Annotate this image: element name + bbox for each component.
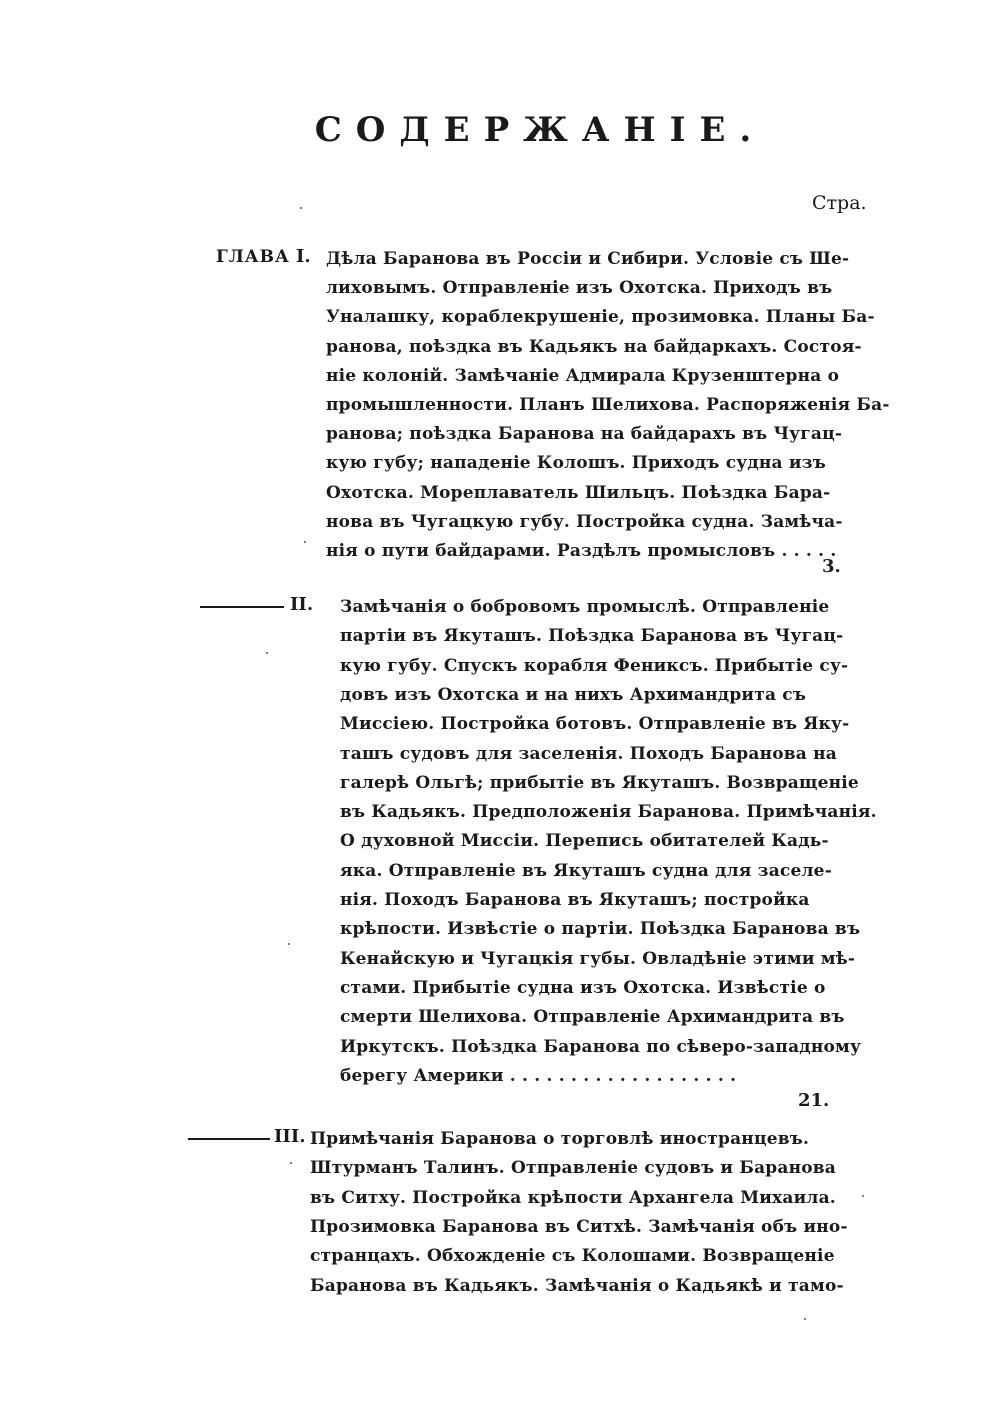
scan-speck xyxy=(862,1195,864,1197)
scan-speck xyxy=(304,541,306,543)
chapter-2-numeral: II. xyxy=(290,594,314,615)
toc-line: Миссiею. Постройка ботовъ. Отправленiе въ Яку- xyxy=(340,714,850,735)
chapter-1-numeral: I. xyxy=(296,246,311,267)
toc-line: ранова, поѣздка въ Кадьякъ на байдаркахъ. Состоя- xyxy=(326,336,862,357)
chapter-2-dash xyxy=(200,606,284,608)
toc-line: Баранова въ Кадьякъ. Замѣчанiя о Кадьякѣ и тамо- xyxy=(310,1275,844,1296)
toc-line: въ Ситху. Постройка крѣпости Архангела Михаила. xyxy=(310,1187,836,1208)
toc-line: лиховымъ. Отправленiе изъ Охотска. Приходъ въ xyxy=(326,278,833,299)
chapter-2-page: 21. xyxy=(798,1090,830,1111)
toc-line: О духовной Миссiи. Перепись обитателей Кадь- xyxy=(340,831,829,852)
toc-line: нова въ Чугацкую губу. Постройка судна. Замѣча- xyxy=(326,511,843,532)
toc-line: стами. Прибытiе судна изъ Охотска. Извѣстiе о xyxy=(340,977,826,998)
toc-line: Кенайскую и Чугацкiя губы. Овладѣнiе этими мѣ- xyxy=(340,948,856,969)
toc-line: Замѣчанiя о бобровомъ промыслѣ. Отправленiе xyxy=(340,597,830,617)
toc-line: крѣпости. Извѣстiе о партiи. Поѣздка Баранова въ xyxy=(340,919,861,940)
toc-line: берегу Америки . . . . . . . . . . . . . . . . . . . xyxy=(340,1065,737,1086)
toc-line: партiи въ Якуташъ. Поѣздка Баранова въ Чугац- xyxy=(340,626,844,647)
toc-line: странцахъ. Обхожденiе съ Колошами. Возвращенiе xyxy=(310,1246,835,1267)
toc-line: Уналашку, кораблекрушенiе, прозимовка. Планы Ба- xyxy=(326,307,875,328)
chapter-word: ГЛАВА xyxy=(216,247,290,267)
toc-line: нiя. Походъ Баранова въ Якуташъ; постройка xyxy=(340,890,810,910)
toc-line: кую губу. Спускъ корабля Фениксъ. Прибытiе су- xyxy=(340,655,849,676)
toc-line: довъ изъ Охотска и на нихъ Архимандрита съ xyxy=(340,684,807,705)
toc-line: промышленности. Планъ Шелихова. Распоряженiя Ба- xyxy=(326,395,890,415)
toc-line: яка. Отправленiе въ Якуташъ судна для заселе- xyxy=(340,860,832,881)
toc-line: смерти Шелихова. Отправленiе Архимандрита въ xyxy=(340,1007,845,1028)
toc-line: ранова; поѣздка Баранова на байдарахъ въ Чугац- xyxy=(326,424,843,445)
toc-line: кую губу; нападенiе Колошъ. Приходъ судна изъ xyxy=(326,453,826,474)
page-title: СОДЕРЖАНIЕ. xyxy=(314,110,766,150)
toc-line: Иркутскъ. Поѣздка Баранова по сѣверо-западному xyxy=(340,1036,862,1057)
toc-line: ташъ судовъ для заселенiя. Походъ Баранова на xyxy=(340,743,837,764)
toc-line: Примѣчанiя Баранова о торговлѣ иностранцевъ. xyxy=(310,1129,810,1149)
toc-line: нiя о пути байдарами. Раздѣлъ промысловъ . . . . . xyxy=(326,541,837,561)
toc-line: Охотска. Мореплаватель Шильцъ. Поѣздка Бара- xyxy=(326,482,831,503)
page-column-label: Стра. xyxy=(812,192,867,214)
chapter-3-numeral: III. xyxy=(274,1126,306,1147)
toc-line: Дѣла Баранова въ Россiи и Сибири. Условiе съ Ше- xyxy=(326,249,850,269)
scan-speck xyxy=(290,1162,292,1164)
scan-speck xyxy=(266,652,268,654)
chapter-3-dash xyxy=(188,1138,270,1140)
toc-line: нiе колонiй. Замѣчанiе Адмирала Крузенштерна о xyxy=(326,365,840,386)
toc-line: Прозимовка Баранова въ Ситхѣ. Замѣчанiя объ ино- xyxy=(310,1216,848,1237)
toc-line: въ Кадьякъ. Предположенiя Баранова. Примѣчанiя. xyxy=(340,802,877,823)
chapter-1-page: 3. xyxy=(822,556,841,577)
scan-speck xyxy=(804,1318,806,1320)
toc-line: Штурманъ Талинъ. Отправленiе судовъ и Баранова xyxy=(310,1158,837,1179)
scan-speck xyxy=(288,943,290,945)
toc-line: галерѣ Ольгѣ; прибытiе въ Якуташъ. Возвращенiе xyxy=(340,772,859,793)
scan-speck xyxy=(300,207,302,209)
